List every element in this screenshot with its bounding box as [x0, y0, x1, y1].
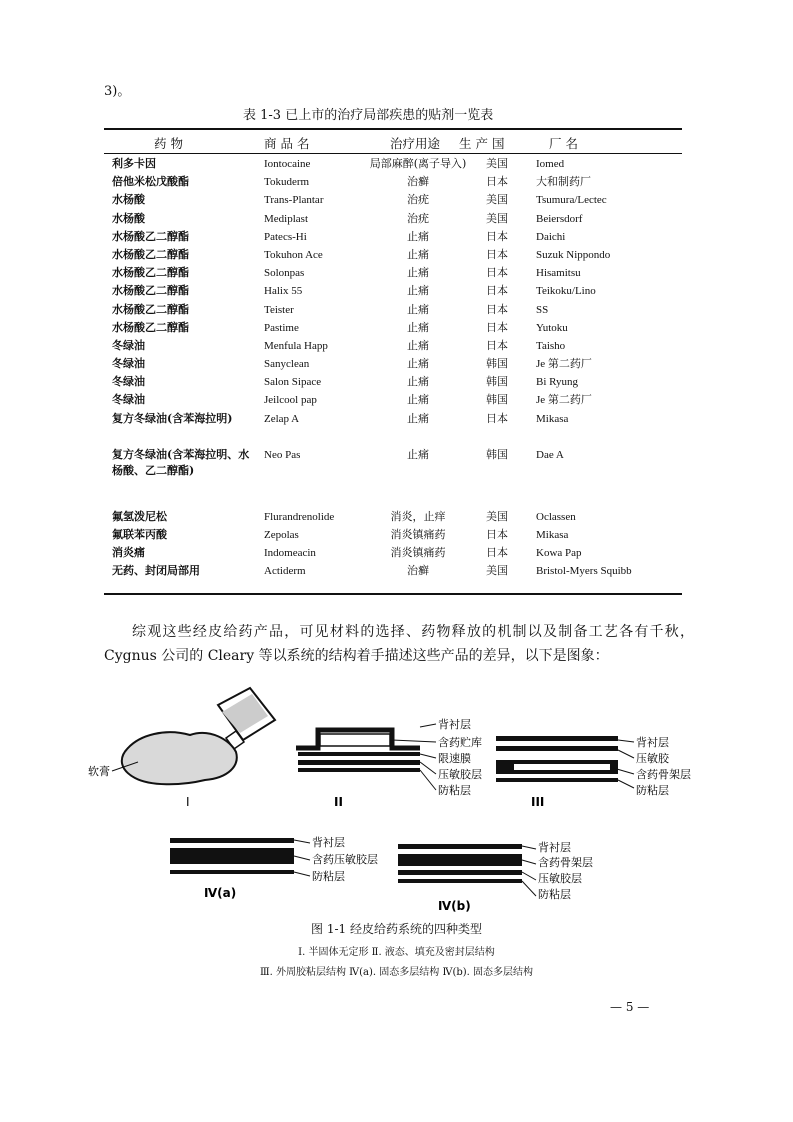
cell-maker: Yutoku: [536, 321, 568, 334]
cell-maker: Teikoku/Lino: [536, 285, 596, 298]
cell-drug: 水杨酸: [112, 211, 145, 225]
cell-maker: Oclassen: [536, 510, 576, 523]
figure-caption-line2: Ⅰ. 半固体无定形 Ⅱ. 液态、填充及密封层结构: [298, 947, 495, 958]
cell-country: 日本: [486, 411, 508, 425]
cell-country: 日本: [486, 229, 508, 243]
cell-brand: Halix 55: [264, 285, 303, 298]
cell-brand: Solonpas: [264, 267, 305, 280]
diagram-iii: [496, 735, 691, 809]
iva-layer-drug-adhesive: 含药压敏胶层: [312, 853, 378, 866]
cell-brand: Zepolas: [264, 528, 299, 541]
ointment-blob: [122, 732, 237, 784]
cell-drug: 无药、封闭局部用: [112, 564, 200, 578]
cell-country: 韩国: [486, 375, 508, 389]
cell-use: 局部麻醉(离子导入): [369, 157, 467, 170]
cell-use: 治癣: [407, 175, 429, 189]
cell-brand: Mediplast: [264, 212, 308, 225]
ii-layer-adhesive: 压敏胶层: [438, 768, 482, 781]
cell-country: 美国: [486, 509, 508, 523]
cell-brand: Sanyclean: [264, 358, 310, 371]
cell-maker: SS: [536, 303, 549, 316]
iii-layer-release: 防粘层: [636, 784, 669, 797]
cell-brand: Teister: [264, 303, 294, 316]
cell-brand: Tokuhon Ace: [264, 248, 323, 261]
cell-drug: 倍他米松戊酸酯: [112, 175, 189, 189]
cell-drug: 氟氢泼尼松: [112, 509, 167, 523]
diagram-ii: [296, 717, 482, 809]
cell-brand: Patecs-Hi: [264, 230, 307, 243]
ii-layer-backing: 背衬层: [438, 718, 471, 731]
cell-drug: 水杨酸乙二醇酯: [112, 302, 189, 316]
header-use: 治疗用途: [390, 136, 441, 151]
cell-drug: 水杨酸乙二醇酯: [112, 247, 189, 261]
cell-brand: Flurandrenolide: [264, 510, 335, 523]
cell-country: 韩国: [486, 447, 508, 461]
cell-brand: Actiderm: [264, 565, 306, 578]
cell-maker: Hisamitsu: [536, 267, 581, 280]
iva-layer-release: 防粘层: [312, 870, 345, 883]
cell-drug: 氟联苯丙酸: [112, 527, 167, 541]
diagram-ivb: [398, 840, 593, 913]
paragraph-text: 综观这些经皮给药产品，可见材料的选择、药物释放的机制以及制备工艺各有千秋，Cygnus 公司的 Cleary 等以系统的结构着手描述这些产品的差异，以下是图象：: [104, 624, 694, 664]
cell-use: 治疣: [407, 193, 429, 207]
cell-maker: Iomed: [536, 158, 565, 170]
iii-layer-matrix: 含药骨架层: [636, 768, 691, 781]
cell-country: 日本: [486, 546, 508, 559]
cell-drug: 冬绿油: [112, 393, 145, 407]
cell-use: 止痛: [407, 320, 429, 334]
cell-use: 止痛: [407, 393, 429, 407]
cell-use: 止痛: [407, 338, 429, 352]
label-i: I: [186, 795, 190, 809]
cell-brand: Iontocaine: [264, 158, 311, 170]
cell-country: 美国: [486, 211, 508, 225]
cell-country: 美国: [486, 193, 508, 207]
page-number: — 5 —: [610, 1000, 650, 1014]
cell-brand: Neo Pas: [264, 448, 301, 461]
cell-drug: 复方冬绿油(含苯海拉明、水杨酸、乙二醇酯): [112, 447, 250, 477]
cell-brand: Trans-Plantar: [264, 194, 324, 207]
cell-maker: Daichi: [536, 230, 566, 243]
cell-maker: Beiersdorf: [536, 212, 583, 225]
iii-layer-adhesive: 压敏胶: [636, 752, 669, 765]
cell-use: 止痛: [407, 266, 429, 280]
cell-country: 日本: [486, 527, 508, 541]
cell-drug: 复方冬绿油(含苯海拉明): [112, 411, 233, 425]
cell-brand: Jeilcool pap: [264, 394, 317, 407]
ivb-layer-backing: 背衬层: [538, 841, 571, 854]
cell-maker: Mikasa: [536, 412, 569, 425]
ointment-label: 软膏: [88, 765, 110, 778]
cell-use: 止痛: [407, 247, 429, 261]
cell-brand: Salon Sipace: [264, 376, 322, 389]
ii-layer-release: 防粘层: [438, 784, 471, 797]
ivb-layer-matrix: 含药骨架层: [538, 856, 593, 869]
cell-drug: 水杨酸乙二醇酯: [112, 320, 189, 334]
cell-brand: Zelap A: [264, 412, 300, 425]
diagram-i: [88, 688, 275, 809]
cell-use: 止痛: [407, 411, 429, 425]
cell-drug: 冬绿油: [112, 338, 145, 352]
figure-caption: 图 1-1 经皮给药系统的四种类型: [311, 922, 482, 936]
ii-layer-membrane: 限速膜: [438, 752, 471, 765]
cell-maker: Bristol-Myers Squibb: [536, 565, 632, 578]
cell-country: 韩国: [486, 393, 508, 407]
cell-drug: 水杨酸乙二醇酯: [112, 284, 189, 298]
cell-country: 美国: [486, 564, 508, 578]
cell-use: 止痛: [407, 284, 429, 298]
cell-maker: Tsumura/Lectec: [536, 194, 607, 207]
cell-maker: Je 第二药厂: [536, 358, 592, 371]
cell-maker: Dae A: [536, 448, 564, 461]
label-iva: Ⅳ(a): [204, 886, 237, 900]
cell-country: 美国: [486, 157, 508, 170]
cell-brand: Menfula Happ: [264, 339, 328, 352]
cell-brand: Tokuderm: [264, 176, 310, 189]
cell-maker: Taisho: [536, 339, 566, 352]
cell-country: 日本: [486, 302, 508, 316]
cell-country: 日本: [486, 175, 508, 189]
cell-maker: Suzuk Nippondo: [536, 248, 611, 261]
cell-drug: 冬绿油: [112, 375, 145, 389]
cell-use: 治癣: [407, 564, 429, 578]
label-ivb: Ⅳ(b): [438, 899, 471, 913]
cell-use: 消炎，止痒: [390, 509, 446, 523]
label-iii: III: [531, 795, 545, 809]
table-title: 表 1-3 已上市的治疗局部疾患的贴剂一览表: [243, 108, 494, 123]
ivb-layer-adhesive: 压敏胶层: [538, 872, 582, 885]
cell-use: 消炎镇痛药: [390, 546, 446, 559]
iva-layer-backing: 背衬层: [312, 836, 345, 849]
cell-use: 消炎镇痛药: [390, 527, 446, 541]
figure-caption-line3: Ⅲ. 外周胶粘层结构 Ⅳ(a). 固态多层结构 Ⅳ(b). 固态多层结构: [259, 967, 534, 978]
cell-drug: 水杨酸: [112, 193, 145, 207]
cell-maker: Bi Ryung: [536, 376, 579, 389]
cell-maker: Kowa Pap: [536, 547, 582, 559]
cell-drug: 消炎痛: [112, 546, 145, 559]
header-drug: 药 物: [154, 136, 183, 151]
header-country: 生 产 国: [459, 136, 505, 151]
label-ii: II: [334, 795, 343, 809]
ii-layer-reservoir: 含药贮库: [438, 736, 482, 749]
cell-country: 日本: [486, 247, 508, 261]
cell-country: 日本: [486, 266, 508, 280]
cell-brand: Pastime: [264, 321, 299, 334]
cell-maker: Je 第二药厂: [536, 394, 592, 407]
cell-use: 治疣: [407, 211, 429, 225]
cell-use: 止痛: [407, 447, 429, 461]
cell-country: 日本: [486, 320, 508, 334]
header-maker: 厂 名: [549, 136, 578, 151]
cell-country: 日本: [486, 284, 508, 298]
cell-use: 止痛: [407, 229, 429, 243]
iii-layer-backing: 背衬层: [636, 736, 669, 749]
cell-use: 止痛: [407, 375, 429, 389]
cell-country: 日本: [486, 338, 508, 352]
cell-drug: 水杨酸乙二醇酯: [112, 229, 189, 243]
cell-use: 止痛: [407, 357, 429, 371]
cell-brand: Indomeacin: [264, 547, 316, 559]
cell-drug: 冬绿油: [112, 357, 145, 371]
ivb-layer-release: 防粘层: [538, 888, 571, 901]
cell-country: 韩国: [486, 357, 508, 371]
cell-drug: 水杨酸乙二醇酯: [112, 266, 189, 280]
diagram-iva: [170, 835, 378, 900]
header-brand: 商 品 名: [264, 136, 310, 151]
cell-maker: 大和制药厂: [536, 176, 591, 189]
cell-drug: 利多卡因: [112, 157, 156, 170]
cell-use: 止痛: [407, 302, 429, 316]
text-fragment: 3)。: [104, 84, 131, 99]
cell-maker: Mikasa: [536, 528, 569, 541]
